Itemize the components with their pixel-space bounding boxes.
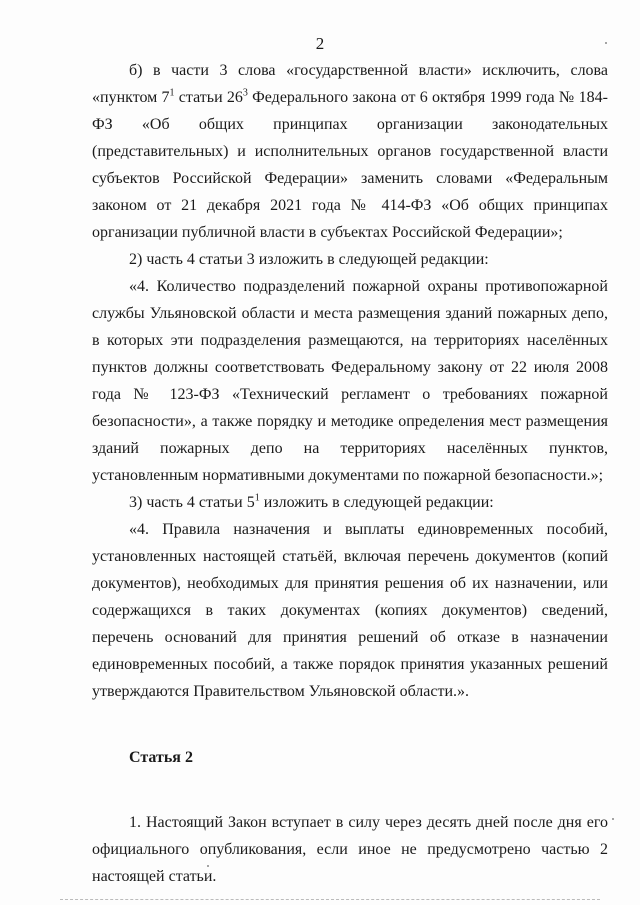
paragraph-text: статьи 26 [174,89,243,106]
scan-speck [605,42,607,44]
paragraph-quoted-rules: «4. Правила назначения и выплаты единовременных пособий, установленных настоящей статьёй, включая перечень документов (копий документов), необходимых для принятия решения об их назначении, или содержащихся в таких документах (копиях документов) сведений, перечень оснований для принятия решений об отказе в назначении единовременных пособий, а также порядок принятия указанных решений утверждаются Правительством Ульяновской области.». [92,521,608,700]
paragraph-text: изложить в следующей редакции: [259,494,494,511]
paragraph-quoted-part-4: «4. Количество подразделений пожарной охраны противопожарной службы Ульяновской области и места размещения зданий пожарных депо, в которых эти подразделения размещаются, на территориях населённых пунктов должны соответствовать Федеральному закону от 22 июля 2008 года № 123-ФЗ «Технический регламент о требованиях пожарной безопасности», а также порядку и методике определения мест размещения зданий пожарных депо на территориях населённых пунктов, установленным нормативными документами по пожарной безопасности.»; [92,278,608,484]
scan-speck [612,818,614,820]
paragraph-article-2-part-1: 1. Настоящий Закон вступает в силу через десять дней после дня его официального опубликования, если иное не предусмотрено частью 2 настоящей статьи. [92,814,608,885]
paragraph-amendment-b [92,57,608,246]
page-number: 2 [315,34,325,53]
superscript: 1 [254,492,260,504]
paragraph-item-2: 2) часть 4 статьи 3 изложить в следующей редакции: [129,251,489,268]
paragraph-text: б) в части 3 слова «государственной власти» исключить, слова «пунктом 7 [92,62,608,106]
document-body [92,57,608,890]
superscript: 1 [169,87,175,99]
article-heading: Статья 2 [129,749,193,766]
superscript: 3 [242,87,248,99]
spacer [92,771,608,809]
paragraph-text: Федерального закона от 6 октября 1999 года № 184-ФЗ «Об общих принципах организации законодательных (представительных) и исполнительных органов государственной власти субъектов Российской Федерации» заменить словами «Федеральным законом от 21 декабря 2021 года № 414-ФЗ «Об общих принципах организации публичной власти в субъектах Российской Федерации»; [92,89,609,241]
paragraph-item-3 [92,489,608,516]
scan-speck [207,865,209,867]
scan-bottom-edge [60,899,600,901]
paragraph-text: 3) часть 4 статьи 5 [129,494,255,511]
